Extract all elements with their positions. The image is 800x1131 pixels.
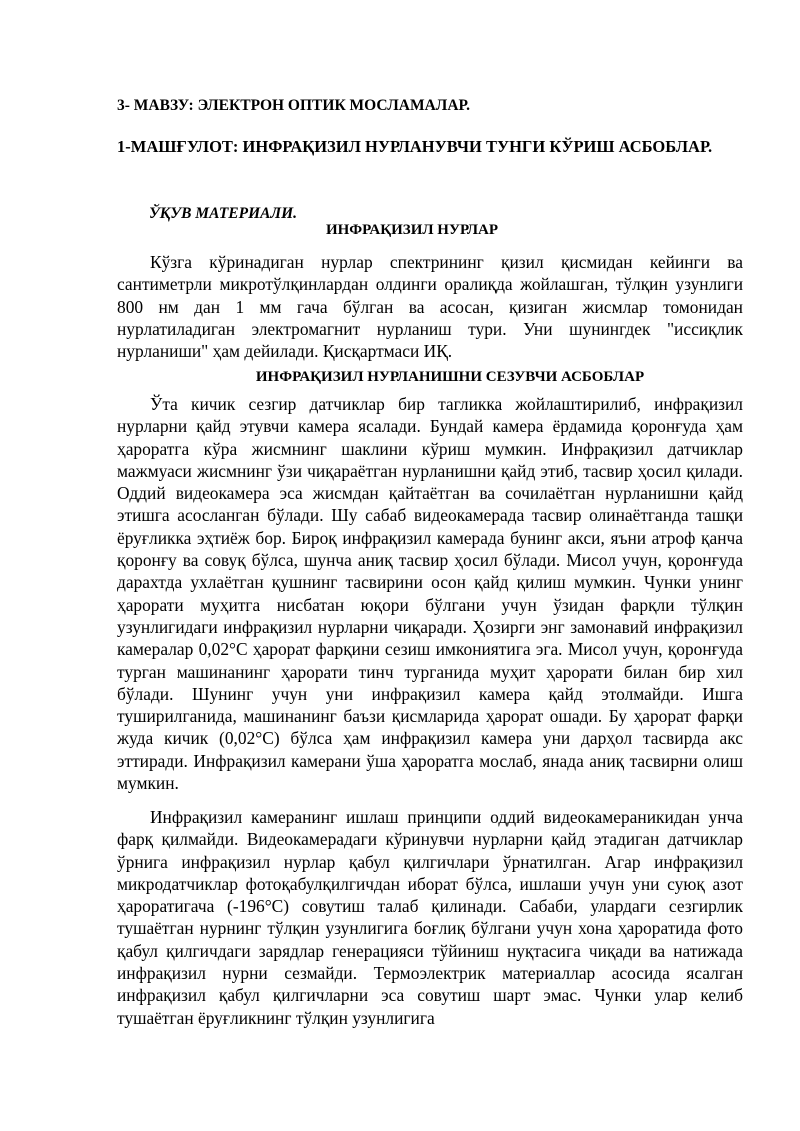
paragraph-infrared-camera: Ўта кичик сезгир датчиклар бир тагликка жойлаштирилиб, инфрақизил нурларни қайд этувчи камера ясалади. Бундай камера ёрдамида қоронғуда ҳам ҳароратга кўра жисмнинг шаклини кўриш мумкин. Инфрақизил датчиклар мажмуаси жисмнинг ўзи чиқараётган нурланишни қайд этиб, тасвир ҳосил қилади. Оддий видеокамера эса жисмдан қайтаётган ва сочилаётган нурланишни қайд этишга асосланган бўлади. Шу сабаб видеокамерада тасвир олинаётганда ташқи ёруғликка эҳтиёж бор. Бироқ инфрақизил камерада бунинг акси, яъни атроф қанча қоронғу ва совуқ бўлса, шунча аниқ тасвир ҳосил бўлади. Мисол учун, қоронғуда дарахтда ухлаётган қушнинг тасвирини осон қайд қилиш мумкин. Чунки унинг ҳарорати муҳитга нисбатан юқори бўлгани учун ўзидан фарқли тўлқин узунлигидаги инфрақизил нурларни чиқаради. Ҳозирги энг замонавий инфрақизил камералар 0,02°С ҳарорат фарқини сезиш имкониятига эга. Мисол учун, қоронғуда турган машинанинг ҳарорати тинч турганида муҳит ҳарорати билан бир хил бўлади. Шунинг учун уни инфрақизил камера қайд этолмайди. Ишга туширилганида, машинанинг баъзи қисмларида ҳарорат ошади. Бу ҳарорат фарқи жуда кичик (0,02°С) бўлса ҳам инфрақизил камера уни дарҳол тасвирда акс эттиради. Инфрақизил камерани ўша ҳароратга мослаб, янада аниқ тасвирни олиш мумкин. [117, 394, 743, 794]
section-title-infrared-rays: ИНФРАҚИЗИЛ НУРЛАР [325, 222, 499, 238]
lesson-heading: 1-МАШҒУЛОТ: ИНФРАҚИЗИЛ НУРЛАНУВЧИ ТУНГИ КЎРИШ АСБОБЛАР. [117, 137, 713, 156]
paragraph-infrared-definition: Кўзга кўринадиган нурлар спектрининг қизил қисмидан кейинги ва сантиметрли микротўлқинлардан олдинги оралиқда жойлашган, тўлқин узунлиги 800 нм дан 1 мм гача бўлган ва асосан, қизиган жисмлар томонидан нурлатиладиган электромагнит нурланиш тури. Уни шунингдек "иссиқлик нурланиши" ҳам дейилади. Қисқартмаси ИҚ. [117, 252, 743, 362]
topic-heading: 3- МАВЗУ: ЭЛЕКТРОН ОПТИК МОСЛАМАЛАР. [117, 97, 470, 114]
study-material-heading: ЎҚУВ МАТЕРИАЛИ. [149, 205, 298, 222]
section-title-infrared-devices: ИНФРАҚИЗИЛ НУРЛАНИШНИ СЕЗУВЧИ АСБОБЛАР [255, 369, 645, 385]
paragraph-camera-principle: Инфрақизил камеранинг ишлаш принципи оддий видеокамераникидан унча фарқ қилмайди. Видеокамерадаги кўринувчи нурларни қайд этадиган датчиклар ўрнига инфрақизил нурлар қабул қилгичлари ўрнатилган. Агар инфрақизил микродатчиклар фотоқабулқилгичдан иборат бўлса, ишлаши учун уни суюқ азот ҳароратигача (-196°С) совутиш талаб қилинади. Сабаби, улардаги сезгирлик тушаётган нурнинг тўлқин узунлигига боғлиқ бўлгани учун хона ҳароратида фото қабул қилгичдаги зарядлар генерацияси тўйиниш нуқтасига чиқади ва натижада инфрақизил нурни сезмайди. Термоэлектрик материаллар асосида ясалган инфрақизил қабул қилгичларни эса совутиш шарт эмас. Чунки улар келиб тушаётган ёруғликнинг тўлқин узунлигига [117, 807, 743, 1028]
